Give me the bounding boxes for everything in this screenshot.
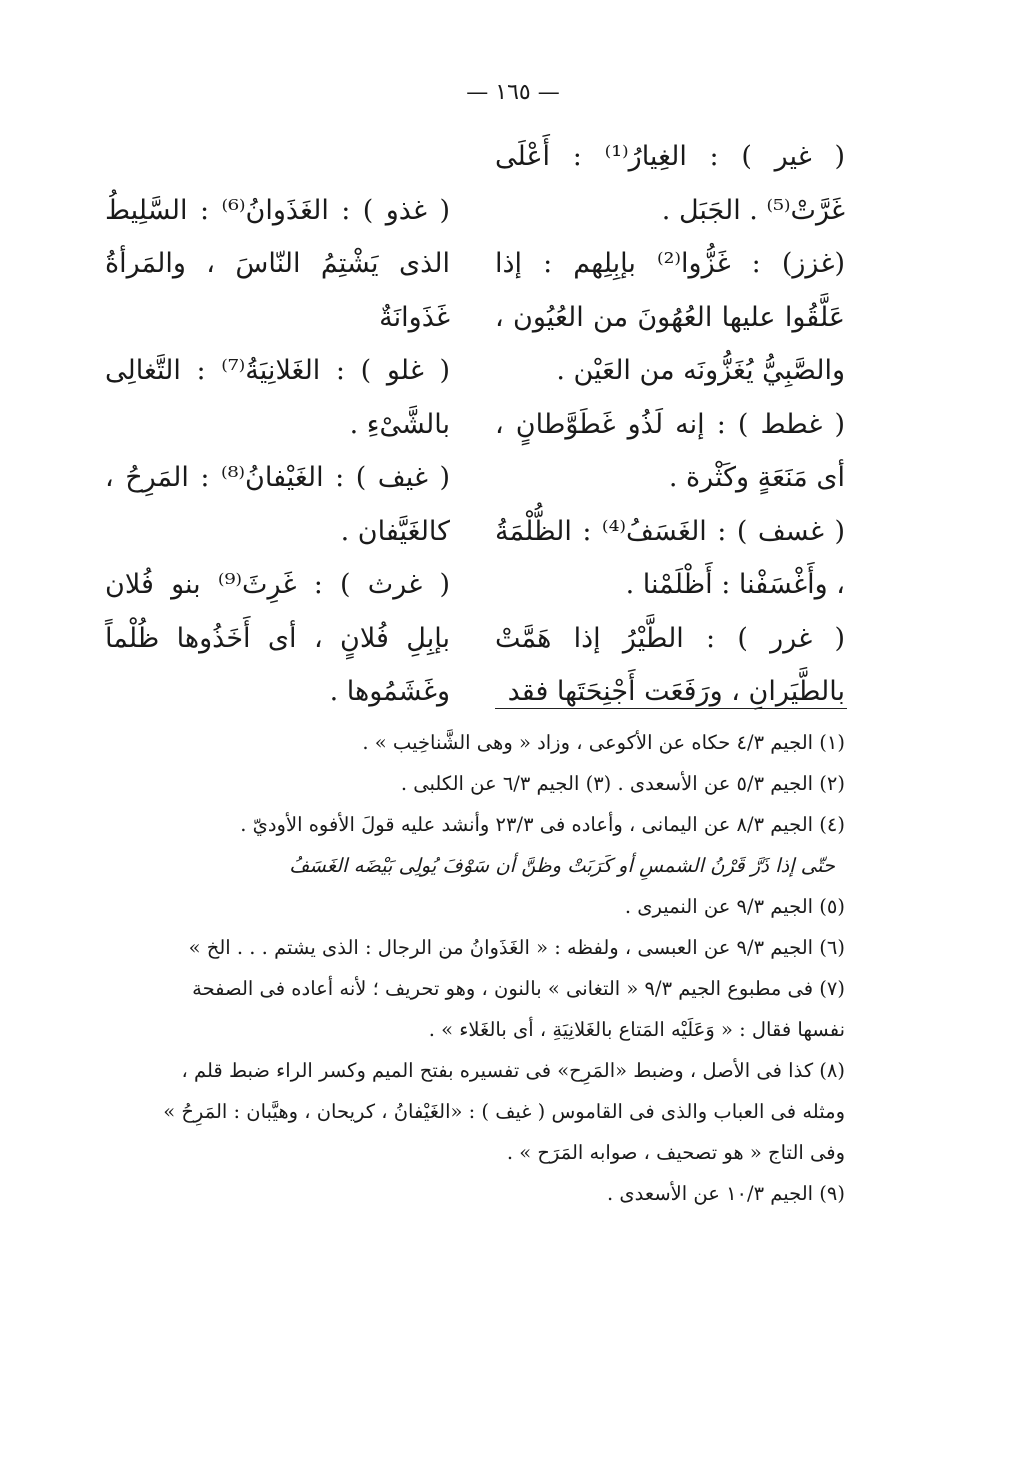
entry-ghrth: ( غرث ) : غَرِثَ⁽⁹⁾ بنو فُلان بإبِلِ فُلانٍ ، أى أَخَذُوها ظُلْماً وغَشَمُوها .: [105, 569, 450, 707]
footnote-divider: [495, 708, 847, 709]
footnote-2-3: (٢) الجيم ٥/٣ عن الأسعدى . (٣) الجيم ٦/٣ عن الكلبى .: [400, 772, 845, 795]
footnote-7: (٧) فى مطبوع الجيم ٩/٣ « التغانى » بالنون ، وهو تحريف ؛ لأنه أعاده فى الصفحة: [192, 977, 845, 1000]
footnote-5: (٥) الجيم ٩/٣ عن النميرى .: [624, 895, 845, 918]
footnote-4-verse: حتّى إذا ذَرَّ قَرْنُ الشمسِ أو كَرَبَتْ وظنَّ أن سَوْفَ يُولِى بَيْضَه الغَسَفُ: [289, 854, 835, 877]
entry-ghdhw: ( غذو ) : الغَذَوانُ⁽⁶⁾ : السَّلِيطُ الذى يَشْتِمُ النّاسَ ، والمَرأةُ غَذَوانَةٌ: [105, 194, 450, 333]
left-column: [105, 130, 450, 719]
footnote-8-cont-2: وفى التاج « هو تصحيف ، صوابه المَرَح » .: [506, 1141, 845, 1164]
footnotes: [95, 722, 845, 1214]
footnote-1: (١) الجيم ٤/٣ حكاه عن الأكوعى ، وزاد « وهى الشَّناخِيب » .: [362, 731, 845, 754]
footnote-6: (٦) الجيم ٩/٣ عن العبسى ، ولفظه : « الغَذَوانُ من الرجال : الذى يشتم . . . الخ »: [188, 936, 845, 959]
footnote-4: (٤) الجيم ٨/٣ عن اليمانى ، وأعاده فى ٢٣/٣ وأنشد عليه قولَ الأفوه الأوديّ .: [240, 813, 845, 836]
entry-ghlw: ( غلو ) : الغَلانِيَةُ⁽⁷⁾ : التَّغالِى بالشَّىْءِ .: [105, 355, 450, 440]
entry-ghzz: (غزز) : غَزُّوا⁽²⁾ بإبِلِهم : إذا عَلَّقُوا عليها العُهُونَ من العُيُون ، والصَّبِيُّ يُغَزُّونَه من العَيْن .: [495, 248, 845, 386]
footnote-8-cont-1: ومثله فى العباب والذى فى القاموس ( غيف ) : «الغَيْفانُ ، كريحان ، وهيَّبان : المَرِحُ »: [163, 1100, 845, 1123]
page-number: — ١٦٥ —: [466, 80, 560, 105]
entry-ghyf: ( غيف ) : الغَيْفانُ⁽⁸⁾ : المَرِحُ ، كالغَيَّفان .: [105, 462, 450, 547]
entry-ghrr: ( غرر ) : الطَّيْرُ إذا هَمَّتْ بالطَّيَرانِ ، ورَفَعَت أَجْنِحَتَها فقد: [495, 622, 845, 707]
footnote-7-cont: نفسها فقال : « وَعَلَيْه المَتاع بالغَلانِيَةِ ، أى بالغَلاء » .: [428, 1018, 845, 1041]
right-column: [495, 130, 845, 719]
entry-ghtt: ( غطط ) : إنه لَذُو غَطَوَّطانٍ ، أى مَنَعَةٍ وكَثْرة .: [495, 408, 845, 493]
footnote-9: (٩) الجيم ١٠/٣ عن الأسعدى .: [607, 1182, 845, 1205]
footnote-8: (٨) كذا فى الأصل ، وضبط «المَرِح» فى تفسيره بفتح الميم وكسر الراء ضبط قلم ،: [181, 1059, 845, 1082]
entry-ghyr: ( غير ) : الغِيارُ⁽¹⁾ : أَعْلَى غَرَّتْ⁽⁵⁾ . الجَبَل .: [495, 141, 845, 226]
entry-ghsf: ( غسف ) : الغَسَفُ⁽⁴⁾ : الظُّلْمَةُ ، وأَغْسَفْنا : أَظْلَمْنا .: [495, 515, 845, 600]
